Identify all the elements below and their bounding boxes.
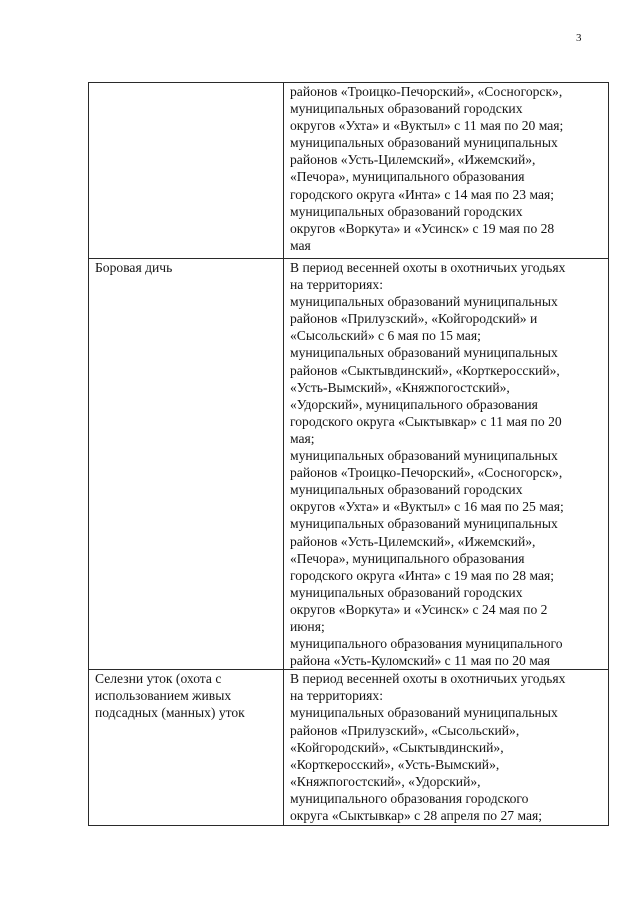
species-cell: [89, 83, 284, 259]
period-line: районов «Прилузский», «Койгородский» и: [290, 311, 538, 327]
period-line: городского округа «Инта» с 19 мая по 28 мая;: [290, 567, 555, 583]
period-line: районов «Усть-Цилемский», «Ижемский»,: [290, 533, 536, 549]
period-line: «Удорский», муниципального образования: [290, 396, 538, 412]
period-line: «Корткеросский», «Усть-Вымский»,: [290, 756, 500, 772]
hunting-periods-table: [88, 82, 609, 826]
period-line: мая: [290, 237, 311, 253]
table-body: [89, 83, 609, 826]
period-line: округов «Ухта» и «Вуктыл» с 11 мая по 20 мая;: [290, 118, 564, 134]
period-line: муниципального образования городского: [290, 790, 529, 806]
period-cell: [284, 83, 609, 259]
table-row: [89, 83, 609, 259]
period-line: районов «Троицко-Печорский», «Сосногорск»,: [290, 84, 563, 99]
table-row: [89, 670, 609, 826]
period-line: муниципальных образований городских: [290, 482, 523, 498]
period-line: В период весенней охоты в охотничьих угодьях: [290, 671, 566, 687]
page-number: 3: [576, 32, 582, 44]
period-line: городского округа «Сыктывкар» с 11 мая по 20: [290, 413, 562, 429]
period-line: «Печора», муниципального образования: [290, 550, 525, 566]
period-line: муниципального образования муниципального: [290, 636, 563, 652]
period-line: округа «Сыктывкар» с 28 апреля по 27 мая;: [290, 808, 543, 823]
period-line: «Княжпогостский», «Удорский»,: [290, 773, 481, 789]
period-line: муниципальных образований городских: [290, 584, 523, 600]
period-line: муниципальных образований муниципальных: [290, 516, 558, 532]
table-row: [89, 259, 609, 670]
period-line: района «Усть-Куломский» с 11 мая по 20 мая: [290, 653, 551, 669]
period-line: округов «Воркута» и «Усинск» с 19 мая по 28: [290, 220, 555, 236]
period-cell: [284, 259, 609, 670]
period-line: муниципальных образований муниципальных: [290, 294, 558, 310]
period-line: на территориях:: [290, 688, 384, 704]
species-line: Селезни уток (охота с: [95, 671, 222, 687]
period-line: районов «Троицко-Печорский», «Сосногорск»,: [290, 465, 563, 481]
period-line: муниципальных образований городских: [290, 101, 523, 117]
species-line: подсадных (манных) уток: [95, 705, 245, 721]
period-line: муниципальных образований муниципальных: [290, 448, 558, 464]
period-line: муниципальных образований муниципальных: [290, 135, 558, 151]
period-line: июня;: [290, 618, 325, 634]
period-cell: [284, 670, 609, 826]
period-line: муниципальных образований городских: [290, 203, 523, 219]
period-line: муниципальных образований муниципальных: [290, 345, 558, 361]
period-line: городского округа «Инта» с 14 мая по 23 мая;: [290, 186, 555, 202]
period-line: районов «Сыктывдинский», «Корткеросский»,: [290, 362, 560, 378]
period-line: «Усть-Вымский», «Княжпогостский»,: [290, 379, 510, 395]
period-line: В период весенней охоты в охотничьих угодьях: [290, 260, 566, 275]
period-line: мая;: [290, 430, 315, 446]
period-line: районов «Прилузский», «Сысольский»,: [290, 722, 520, 738]
period-line: районов «Усть-Цилемский», «Ижемский»,: [290, 152, 536, 168]
period-line: «Койгородский», «Сыктывдинский»,: [290, 739, 504, 755]
species-line: Боровая дичь: [95, 260, 173, 275]
period-line: округов «Воркута» и «Усинск» с 24 мая по 2: [290, 601, 548, 617]
period-line: муниципальных образований муниципальных: [290, 705, 558, 721]
species-cell: [89, 670, 284, 826]
species-cell: [89, 259, 284, 670]
period-line: округов «Ухта» и «Вуктыл» с 16 мая по 25 мая;: [290, 499, 564, 515]
species-line: использованием живых: [95, 688, 232, 704]
period-line: «Печора», муниципального образования: [290, 169, 525, 185]
period-line: «Сысольский» с 6 мая по 15 мая;: [290, 328, 481, 344]
period-line: на территориях:: [290, 277, 384, 293]
